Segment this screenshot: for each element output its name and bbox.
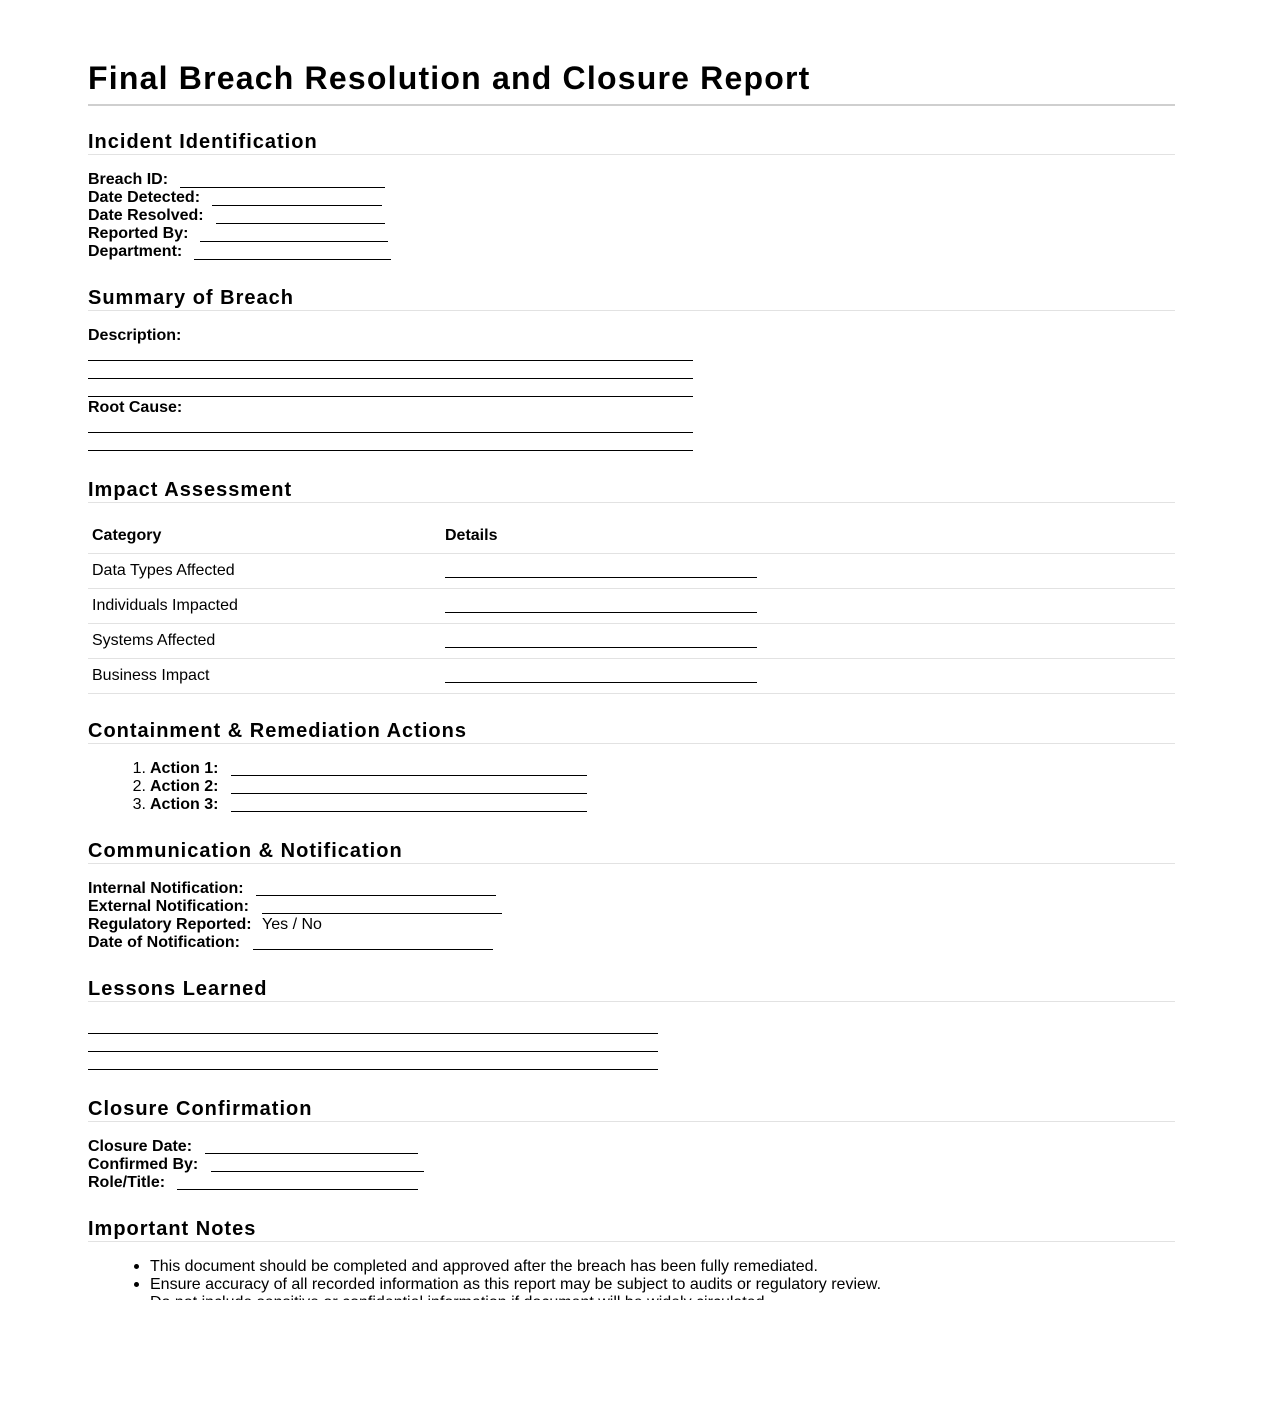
department-input-line[interactable] bbox=[194, 259, 391, 260]
section-divider bbox=[88, 863, 1175, 864]
data-types-affected-input-line[interactable] bbox=[445, 577, 757, 578]
description-label-text: Description: bbox=[88, 327, 182, 344]
field-date-resolved bbox=[88, 207, 388, 225]
role-title-label bbox=[88, 1174, 165, 1192]
date-of-notification-input-line[interactable] bbox=[253, 949, 493, 950]
field-date-detected bbox=[88, 189, 388, 207]
description-input-line-1[interactable] bbox=[88, 360, 693, 361]
section-divider bbox=[88, 1001, 1175, 1002]
section-divider bbox=[88, 1241, 1175, 1242]
root-cause-label bbox=[88, 399, 182, 417]
section-heading-incident-identification: Incident Identification bbox=[88, 131, 318, 153]
page-title: Final Breach Resolution and Closure Report bbox=[88, 60, 811, 96]
breach-id-input-line[interactable] bbox=[180, 187, 385, 188]
list-number: 3. bbox=[132, 796, 146, 813]
external-notification-input-line[interactable] bbox=[262, 913, 502, 914]
field-reported-by bbox=[88, 225, 393, 243]
table-row-divider bbox=[88, 553, 1175, 554]
regulatory-reported-row bbox=[88, 916, 322, 934]
note-item: This document should be completed and approved after the breach has been fully remediated. bbox=[150, 1258, 818, 1275]
list-number: 2. bbox=[132, 778, 146, 795]
field-label: Reported By: bbox=[88, 225, 189, 242]
table-cell-category: Systems Affected bbox=[92, 632, 216, 649]
field-label: Date Resolved: bbox=[88, 207, 204, 224]
confirmed-by-input-line[interactable] bbox=[211, 1171, 424, 1172]
field-label: Breach ID: bbox=[88, 171, 169, 188]
individuals-impacted-input-line[interactable] bbox=[445, 612, 757, 613]
field-department bbox=[88, 243, 393, 261]
field-breach-id bbox=[88, 171, 388, 189]
action-1-label bbox=[150, 760, 218, 778]
action-2-label bbox=[150, 778, 218, 796]
role-title-input-line[interactable] bbox=[177, 1189, 418, 1190]
action-label-text: Action 1: bbox=[150, 760, 219, 777]
section-heading-communication: Communication & Notification bbox=[88, 840, 403, 862]
section-divider bbox=[88, 154, 1175, 155]
root-cause-label-text: Root Cause: bbox=[88, 399, 183, 416]
section-divider bbox=[88, 1121, 1175, 1122]
internal-notification-label-text: Internal Notification: bbox=[88, 880, 244, 897]
table-row-divider bbox=[88, 658, 1175, 659]
table-cell-category: Individuals Impacted bbox=[92, 597, 238, 614]
section-heading-impact: Impact Assessment bbox=[88, 479, 293, 501]
regulatory-reported-label-text: Regulatory Reported: bbox=[88, 916, 252, 933]
viewport-cutoff bbox=[0, 1300, 1263, 1408]
field-label: Department: bbox=[88, 243, 183, 260]
section-divider bbox=[88, 502, 1175, 503]
section-heading-lessons: Lessons Learned bbox=[88, 978, 268, 1000]
bullet-icon bbox=[134, 1282, 139, 1287]
field-label: Date Detected: bbox=[88, 189, 201, 206]
section-heading-closure: Closure Confirmation bbox=[88, 1098, 313, 1120]
closure-date-label-text: Closure Date: bbox=[88, 1138, 193, 1155]
lessons-input-line-3[interactable] bbox=[88, 1069, 658, 1070]
date-of-notification-label-text: Date of Notification: bbox=[88, 934, 240, 951]
table-header-details: Details bbox=[445, 527, 498, 544]
table-header-category: Category bbox=[92, 527, 162, 544]
external-notification-label-text: External Notification: bbox=[88, 898, 249, 915]
description-input-line-3[interactable] bbox=[88, 396, 693, 397]
systems-affected-input-line[interactable] bbox=[445, 647, 757, 648]
section-heading-notes: Important Notes bbox=[88, 1218, 257, 1240]
title-divider bbox=[88, 104, 1175, 106]
lessons-input-line-1[interactable] bbox=[88, 1033, 658, 1034]
description-input-line-2[interactable] bbox=[88, 378, 693, 379]
table-row-divider bbox=[88, 588, 1175, 589]
role-title-label-text: Role/Title: bbox=[88, 1174, 166, 1191]
note-item: Ensure accuracy of all recorded information as this report may be subject to audits or regulatory review. bbox=[150, 1276, 882, 1293]
section-divider bbox=[88, 310, 1175, 311]
section-divider bbox=[88, 743, 1175, 744]
description-label bbox=[88, 327, 181, 345]
internal-notification-label bbox=[88, 880, 244, 898]
confirmed-by-label bbox=[88, 1156, 198, 1174]
external-notification-label bbox=[88, 898, 249, 916]
reported-by-input-line[interactable] bbox=[200, 241, 388, 242]
closure-date-input-line[interactable] bbox=[205, 1153, 418, 1154]
table-row-divider bbox=[88, 693, 1175, 694]
regulatory-reported-value[interactable]: Yes / No bbox=[262, 916, 322, 933]
bullet-icon bbox=[134, 1264, 139, 1269]
root-cause-input-line-1[interactable] bbox=[88, 432, 693, 433]
list-number: 1. bbox=[132, 760, 146, 777]
date-of-notification-label bbox=[88, 934, 240, 952]
confirmed-by-label-text: Confirmed By: bbox=[88, 1156, 199, 1173]
table-row-divider bbox=[88, 623, 1175, 624]
section-heading-summary: Summary of Breach bbox=[88, 287, 294, 309]
action-label-text: Action 2: bbox=[150, 778, 219, 795]
table-cell-category: Data Types Affected bbox=[92, 562, 235, 579]
internal-notification-input-line[interactable] bbox=[256, 895, 496, 896]
closure-date-label bbox=[88, 1138, 192, 1156]
action-label-text: Action 3: bbox=[150, 796, 219, 813]
action-2-input-line[interactable] bbox=[231, 793, 587, 794]
table-cell-category: Business Impact bbox=[92, 667, 210, 684]
business-impact-input-line[interactable] bbox=[445, 682, 757, 683]
action-3-label bbox=[150, 796, 218, 814]
action-1-input-line[interactable] bbox=[231, 775, 587, 776]
section-heading-containment: Containment & Remediation Actions bbox=[88, 720, 467, 742]
lessons-input-line-2[interactable] bbox=[88, 1051, 658, 1052]
date-resolved-input-line[interactable] bbox=[216, 223, 385, 224]
root-cause-input-line-2[interactable] bbox=[88, 450, 693, 451]
date-detected-input-line[interactable] bbox=[212, 205, 382, 206]
action-3-input-line[interactable] bbox=[231, 811, 587, 812]
